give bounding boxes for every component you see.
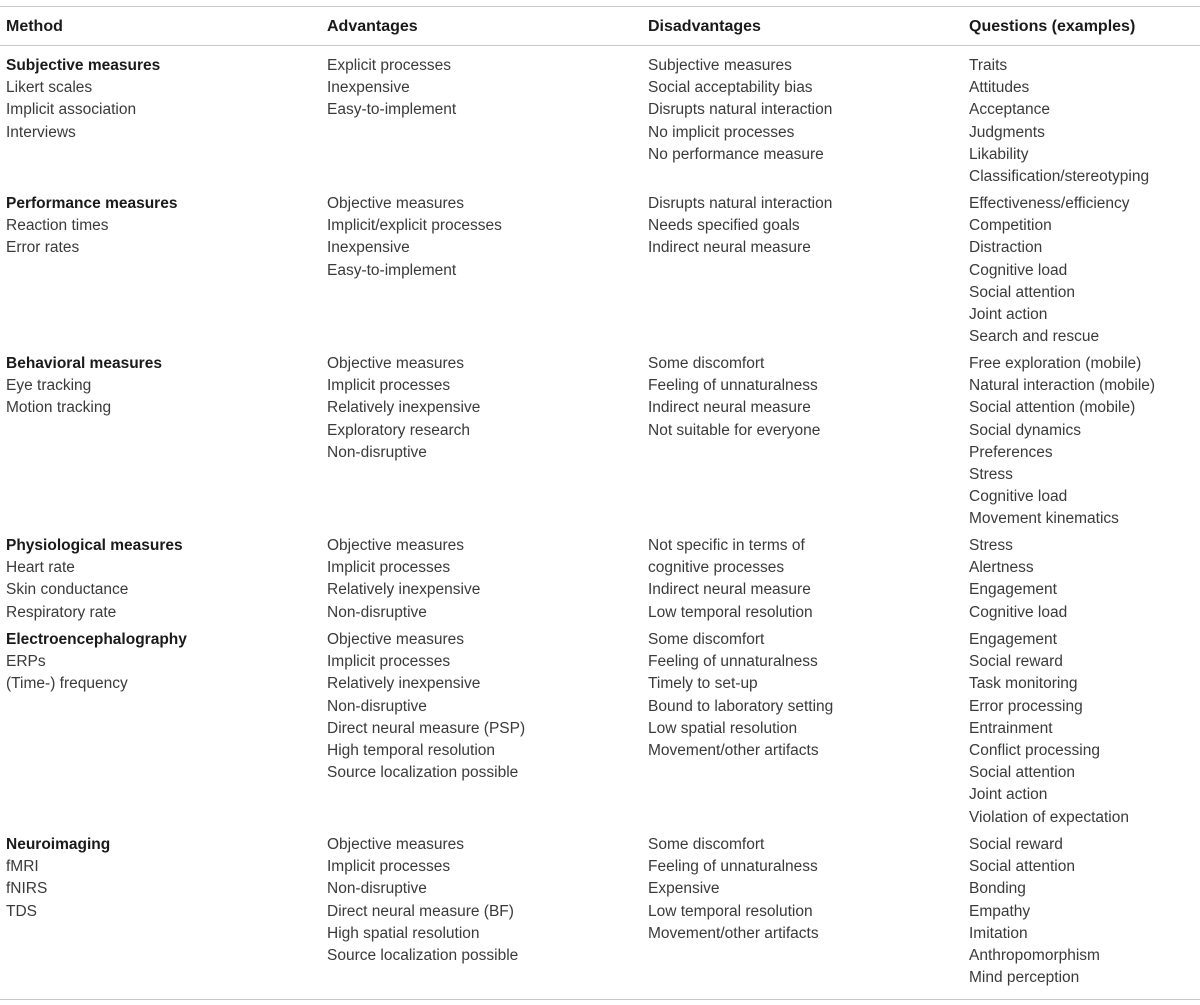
method-item: Eye tracking — [6, 377, 92, 395]
questions-cell — [969, 193, 1130, 348]
questions-item: Cognitive load — [969, 488, 1068, 506]
disadvantages-item: Not specific in terms of — [648, 537, 805, 554]
advantages-cell — [327, 193, 502, 282]
advantages-item: Objective measures — [327, 537, 464, 554]
method-item: fNIRS — [6, 880, 48, 898]
advantages-item: Easy-to-implement — [327, 261, 457, 279]
disadvantages-item: Bound to laboratory setting — [648, 697, 834, 715]
questions-item: Cognitive load — [969, 603, 1068, 621]
method-title: Performance measures — [6, 195, 178, 212]
method-item: Interviews — [6, 123, 76, 141]
method-item: fMRI — [6, 858, 39, 876]
advantages-cell — [327, 834, 518, 967]
advantages-item: Non-disruptive — [327, 697, 427, 715]
advantages-item: Implicit processes — [327, 559, 451, 577]
advantages-item: Source localization possible — [327, 946, 519, 964]
advantages-item: Easy-to-implement — [327, 101, 457, 119]
questions-item: Movement kinematics — [969, 510, 1119, 528]
advantages-item: Implicit/explicit processes — [327, 217, 502, 235]
advantages-item: Non-disruptive — [327, 880, 427, 898]
method-cell — [6, 535, 183, 624]
questions-item: Empathy — [969, 902, 1031, 920]
advantages-item: High temporal resolution — [327, 741, 496, 759]
questions-item: Engagement — [969, 581, 1057, 599]
method-cell — [6, 193, 177, 260]
disadvantages-cell — [648, 535, 813, 624]
disadvantages-item: No performance measure — [648, 145, 824, 163]
disadvantages-item: Indirect neural measure — [648, 399, 811, 417]
advantages-cell — [327, 535, 480, 624]
questions-item: Mind perception — [969, 969, 1080, 987]
method-item: Error rates — [6, 239, 80, 257]
questions-item: Social attention (mobile) — [969, 399, 1136, 417]
disadvantages-item: Some discomfort — [648, 355, 765, 372]
advantages-item: Objective measures — [327, 631, 464, 648]
method-title: Electroencephalography — [6, 631, 187, 648]
method-item: Skin conductance — [6, 581, 129, 599]
questions-item: Stress — [969, 465, 1013, 483]
questions-item: Stress — [969, 537, 1013, 554]
method-item: Implicit association — [6, 101, 137, 119]
questions-item: Social attention — [969, 283, 1075, 301]
disadvantages-item: Movement/other artifacts — [648, 741, 819, 759]
questions-item: Social dynamics — [969, 421, 1081, 439]
disadvantages-item: Low temporal resolution — [648, 902, 813, 920]
advantages-item: Relatively inexpensive — [327, 675, 481, 693]
advantages-item: Implicit processes — [327, 858, 451, 876]
advantages-item: Inexpensive — [327, 239, 410, 257]
questions-item: Preferences — [969, 443, 1053, 461]
questions-item: Violation of expectation — [969, 808, 1129, 826]
questions-item: Conflict processing — [969, 741, 1100, 759]
disadvantages-cell — [648, 834, 819, 945]
questions-item: Anthropomorphism — [969, 946, 1100, 964]
disadvantages-item: Feeling of unnaturalness — [648, 858, 818, 876]
questions-item: Traits — [969, 57, 1008, 74]
questions-item: Free exploration (mobile) — [969, 355, 1142, 372]
method-item: (Time-) frequency — [6, 675, 128, 693]
disadvantages-item: Disrupts natural interaction — [648, 101, 833, 119]
advantages-item: Implicit processes — [327, 653, 451, 671]
questions-item: Entrainment — [969, 719, 1053, 737]
header-advantages: Advantages — [327, 18, 418, 35]
method-item: Respiratory rate — [6, 603, 117, 621]
questions-item: Social reward — [969, 836, 1063, 853]
disadvantages-item: Expensive — [648, 880, 720, 898]
header-disadvantages: Disadvantages — [648, 18, 761, 35]
advantages-item: Source localization possible — [327, 764, 519, 782]
disadvantages-item: Some discomfort — [648, 631, 765, 648]
questions-item: Cognitive load — [969, 261, 1068, 279]
method-cell — [6, 834, 110, 923]
disadvantages-item: Low temporal resolution — [648, 603, 813, 621]
disadvantages-item: Indirect neural measure — [648, 581, 811, 599]
advantages-item: High spatial resolution — [327, 924, 480, 942]
questions-item: Judgments — [969, 123, 1045, 141]
disadvantages-item: Feeling of unnaturalness — [648, 377, 818, 395]
method-item: Likert scales — [6, 79, 93, 97]
disadvantages-item: Movement/other artifacts — [648, 924, 819, 942]
questions-item: Alertness — [969, 559, 1034, 577]
questions-item: Error processing — [969, 697, 1083, 715]
disadvantages-cell — [648, 193, 832, 260]
questions-item: Natural interaction (mobile) — [969, 377, 1156, 395]
table-bottom-rule — [0, 999, 1200, 1000]
advantages-item: Direct neural measure (BF) — [327, 902, 514, 920]
questions-item: Classification/stereotyping — [969, 167, 1150, 185]
table-top-rule — [0, 6, 1200, 7]
advantages-item: Non-disruptive — [327, 443, 427, 461]
header-method: Method — [6, 18, 63, 35]
advantages-item: Direct neural measure (PSP) — [327, 719, 526, 737]
questions-cell — [969, 834, 1100, 989]
questions-cell — [969, 353, 1155, 531]
advantages-item: Relatively inexpensive — [327, 581, 481, 599]
method-title: Physiological measures — [6, 537, 183, 554]
questions-cell — [969, 55, 1149, 188]
questions-item: Attitudes — [969, 79, 1030, 97]
advantages-item: Inexpensive — [327, 79, 410, 97]
method-cell — [6, 629, 187, 696]
method-title: Neuroimaging — [6, 836, 111, 853]
method-title: Subjective measures — [6, 57, 161, 74]
disadvantages-cell — [648, 353, 820, 442]
advantages-item: Objective measures — [327, 195, 464, 212]
method-cell — [6, 353, 162, 420]
disadvantages-item: Needs specified goals — [648, 217, 800, 235]
questions-item: Task monitoring — [969, 675, 1078, 693]
questions-cell — [969, 629, 1129, 829]
advantages-item: Implicit processes — [327, 377, 451, 395]
advantages-item: Non-disruptive — [327, 603, 427, 621]
disadvantages-item: Social acceptability bias — [648, 79, 813, 97]
disadvantages-cell — [648, 55, 832, 166]
questions-cell — [969, 535, 1067, 624]
disadvantages-item: No implicit processes — [648, 123, 795, 141]
questions-item: Social reward — [969, 653, 1063, 671]
disadvantages-item: cognitive processes — [648, 559, 785, 577]
method-cell — [6, 55, 160, 144]
method-item: ERPs — [6, 653, 46, 671]
advantages-item: Relatively inexpensive — [327, 399, 481, 417]
disadvantages-item: Low spatial resolution — [648, 719, 798, 737]
questions-item: Likability — [969, 145, 1029, 163]
disadvantages-cell — [648, 629, 833, 762]
disadvantages-item: Subjective measures — [648, 57, 792, 74]
disadvantages-item: Some discomfort — [648, 836, 765, 853]
method-item: TDS — [6, 902, 37, 920]
advantages-item: Explicit processes — [327, 57, 452, 74]
method-item: Heart rate — [6, 559, 75, 577]
questions-item: Imitation — [969, 924, 1028, 942]
advantages-item: Objective measures — [327, 836, 464, 853]
questions-item: Competition — [969, 217, 1052, 235]
advantages-cell — [327, 55, 456, 122]
disadvantages-item: Not suitable for everyone — [648, 421, 821, 439]
advantages-cell — [327, 353, 480, 464]
header-rule — [0, 45, 1200, 46]
method-item: Reaction times — [6, 217, 109, 235]
questions-item: Search and rescue — [969, 328, 1100, 346]
questions-item: Joint action — [969, 305, 1048, 323]
disadvantages-item: Disrupts natural interaction — [648, 195, 833, 212]
disadvantages-item: Feeling of unnaturalness — [648, 653, 818, 671]
disadvantages-item: Timely to set-up — [648, 675, 758, 693]
advantages-item: Objective measures — [327, 355, 464, 372]
questions-item: Social attention — [969, 764, 1075, 782]
questions-item: Distraction — [969, 239, 1043, 257]
questions-item: Bonding — [969, 880, 1026, 898]
questions-item: Social attention — [969, 858, 1075, 876]
questions-item: Effectiveness/efficiency — [969, 195, 1130, 212]
advantages-item: Exploratory research — [327, 421, 471, 439]
questions-item: Acceptance — [969, 101, 1050, 119]
method-item: Motion tracking — [6, 399, 112, 417]
questions-item: Joint action — [969, 786, 1048, 804]
header-questions: Questions (examples) — [969, 18, 1136, 35]
advantages-cell — [327, 629, 525, 784]
questions-item: Engagement — [969, 631, 1057, 648]
disadvantages-item: Indirect neural measure — [648, 239, 811, 257]
method-title: Behavioral measures — [6, 355, 162, 372]
